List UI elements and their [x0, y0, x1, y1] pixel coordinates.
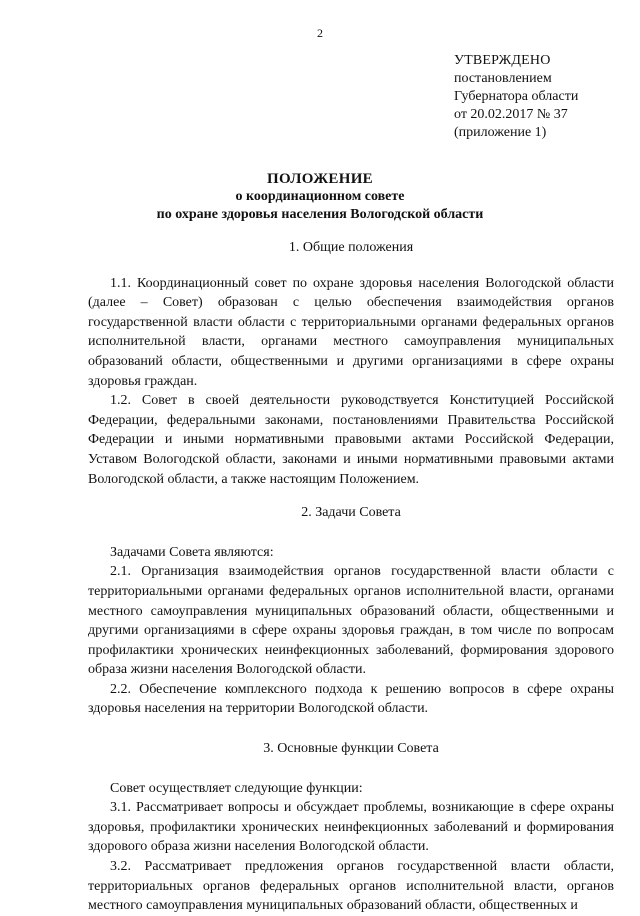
paragraph-1-1: 1.1. Координационный совет по охране здоровья населения Вологодской области (далее – Совет) образован с целью обеспечения взаимодействия органов государственной власти области с территориальными органами федеральных органов исполнительной власти, органами местного самоуправления муниципальных образований области, общественными и другими организациями в сфере охраны здоровья граждан. [88, 275, 614, 389]
title-line-3: по охране здоровья населения Вологодской области [156, 207, 484, 222]
section-heading-2: 2. Задачи Совета [301, 505, 401, 521]
approval-stamp [454, 52, 578, 142]
document-title [0, 170, 640, 224]
paragraph-2-2: 2.2. Обеспечение комплексного подхода к решению вопросов в сфере охраны здоровья населения на территории Вологодской области. [88, 681, 614, 717]
approval-line-2: Губернатора области [454, 89, 579, 104]
approval-line-4: (приложение 1) [454, 125, 547, 140]
page-number: 2 [317, 26, 323, 40]
section-heading-1: 1. Общие положения [288, 240, 414, 255]
approval-heading: УТВЕРЖДЕНО [454, 53, 551, 68]
paragraph-2-1: 2.1. Организация взаимодействия органов государственной власти области с территориальными органами федеральных органов исполнительной власти, органами местного самоуправления муниципальных образований области, общественными и другими организациями в сфере охраны здоровья граждан, в том числе по вопросам профилактики хронических неинфекционных заболеваний, формирования здорового образа жизни населения Вологодской области. [88, 564, 614, 678]
paragraph-2-intro: Задачами Совета являются: [110, 544, 274, 560]
approval-line-3: от 20.02.2017 № 37 [454, 107, 568, 122]
paragraph-3-2: 3.2. Рассматривает предложения органов государственной власти области, территориальных органов федеральных органов исполнительной власти, органов местного самоуправления муниципальных образований области, общественных и [88, 859, 614, 914]
title-line-2: о координационном совете [235, 189, 405, 204]
paragraph-1-2: 1.2. Совет в своей деятельности руководствуется Конституцией Российской Федерации, федеральными законами, постановлениями Правительства Российской Федерации и иными нормативными правовыми актами Российской Федерации, Уставом Вологодской области, законами и иными нормативными правовыми актами Вологодской области, а также настоящим Положением. [88, 393, 614, 487]
section-heading-3: 3. Основные функции Совета [263, 741, 439, 757]
title-line-1: ПОЛОЖЕНИЕ [267, 171, 373, 187]
document-body [88, 238, 614, 916]
paragraph-3-intro: Совет осуществляет следующие функции: [110, 780, 363, 796]
approval-line-1: постановлением [454, 71, 552, 86]
paragraph-3-1: 3.1. Рассматривает вопросы и обсуждает проблемы, возникающие в сфере охраны здоровья, профилактики хронических неинфекционных заболеваний и формирования здорового образа жизни населения Вологодской области. [88, 800, 614, 855]
